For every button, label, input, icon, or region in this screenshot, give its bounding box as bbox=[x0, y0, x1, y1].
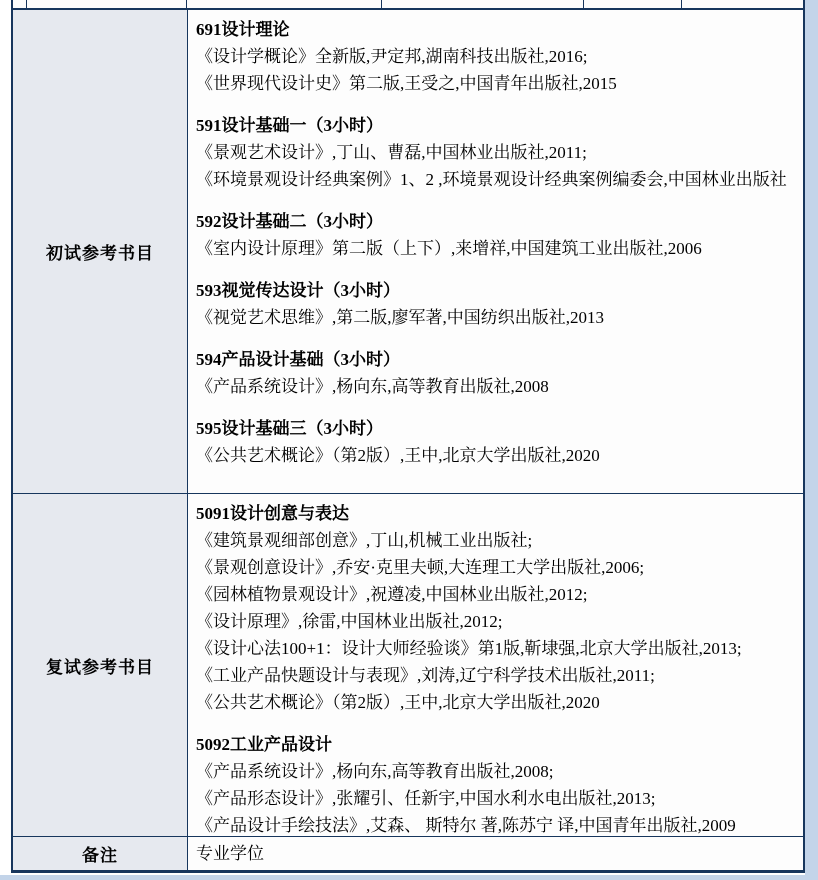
remark-text: 专业学位 bbox=[196, 844, 264, 863]
page-margin-bottom bbox=[0, 875, 818, 880]
book-section-595 bbox=[196, 415, 797, 469]
book-entry: 《景观创意设计》,乔安·克里夫顿,大连理工大学出版社,2006; bbox=[196, 558, 645, 577]
section-title: 691设计理论 bbox=[196, 20, 290, 39]
remnant-cell bbox=[382, 0, 584, 8]
book-entry: 《公共艺术概论》（第2版）,王中,北京大学出版社,2020 bbox=[196, 693, 600, 712]
book-section-5092 bbox=[196, 731, 797, 836]
section-title: 592设计基础二（3小时） bbox=[196, 212, 383, 231]
book-entry: 《公共艺术概论》（第2版）,王中,北京大学出版社,2020 bbox=[196, 446, 600, 465]
book-section-594 bbox=[196, 346, 797, 400]
section-title: 591设计基础一（3小时） bbox=[196, 116, 383, 135]
book-entry: 《园林植物景观设计》,祝遵凌,中国林业出版社,2012; bbox=[196, 585, 588, 604]
table-row-initial-exam-books bbox=[13, 10, 803, 494]
book-section-593 bbox=[196, 277, 797, 331]
page-margin-right bbox=[805, 0, 818, 880]
section-title: 595设计基础三（3小时） bbox=[196, 419, 383, 438]
row-content-cell bbox=[188, 837, 803, 870]
book-entry: 《产品系统设计》,杨向东,高等教育出版社,2008; bbox=[196, 762, 554, 781]
table-row-retest-exam-books bbox=[13, 494, 803, 837]
book-entry: 《设计学概论》全新版,尹定邦,湖南科技出版社,2016; bbox=[196, 47, 588, 66]
row-label: 初试参考书目 bbox=[46, 244, 154, 263]
book-entry: 《建筑景观细部创意》,丁山,机械工业出版社; bbox=[196, 531, 533, 550]
book-entry: 《景观艺术设计》,丁山、曹磊,中国林业出版社,2011; bbox=[196, 143, 587, 162]
table-row-remark bbox=[13, 837, 803, 873]
book-entry: 《设计心法100+1：设计大师经验谈》第1版,靳埭强,北京大学出版社,2013; bbox=[196, 639, 742, 658]
row-label: 复试参考书目 bbox=[46, 657, 154, 677]
row-label-cell bbox=[13, 494, 188, 836]
remnant-cell bbox=[13, 0, 27, 8]
book-entry: 《产品设计手绘技法》,艾森、 斯特尔 著,陈苏宁 译,中国青年出版社,2009 bbox=[196, 816, 736, 835]
book-section-691 bbox=[196, 16, 797, 97]
book-section-592 bbox=[196, 208, 797, 262]
remnant-cell bbox=[187, 0, 382, 8]
book-entry: 《世界现代设计史》第二版,王受之,中国青年出版社,2015 bbox=[196, 74, 617, 93]
book-entry: 《视觉艺术思维》,第二版,廖军著,中国纺织出版社,2013 bbox=[196, 308, 604, 327]
remnant-cell bbox=[682, 0, 803, 8]
row-content-cell bbox=[188, 494, 803, 836]
book-entry: 《室内设计原理》第二版（上下）,来增祥,中国建筑工业出版社,2006 bbox=[196, 239, 702, 258]
book-entry: 《产品系统设计》,杨向东,高等教育出版社,2008 bbox=[196, 377, 549, 396]
section-title: 594产品设计基础（3小时） bbox=[196, 350, 400, 369]
row-content-cell bbox=[188, 10, 803, 493]
previous-row-remnant bbox=[13, 0, 803, 10]
row-label-cell bbox=[13, 837, 188, 870]
section-title: 5092工业产品设计 bbox=[196, 735, 332, 754]
row-label: 备注 bbox=[82, 846, 118, 865]
book-section-5091 bbox=[196, 500, 797, 716]
remnant-cell bbox=[584, 0, 682, 8]
remnant-cell bbox=[27, 0, 187, 8]
book-entry: 《环境景观设计经典案例》1、2 ,环境景观设计经典案例编委会,中国林业出版社 bbox=[196, 170, 787, 189]
book-entry: 《设计原理》,徐雷,中国林业出版社,2012; bbox=[196, 612, 503, 631]
book-entry: 《工业产品快题设计与表现》,刘涛,辽宁科学技术出版社,2011; bbox=[196, 666, 655, 685]
reference-books-table bbox=[11, 0, 805, 873]
book-entry: 《产品形态设计》,张耀引、任新宇,中国水利水电出版社,2013; bbox=[196, 789, 656, 808]
section-title: 5091设计创意与表达 bbox=[196, 504, 349, 523]
book-section-591 bbox=[196, 112, 797, 193]
row-label-cell bbox=[13, 10, 188, 493]
section-title: 593视觉传达设计（3小时） bbox=[196, 281, 400, 300]
